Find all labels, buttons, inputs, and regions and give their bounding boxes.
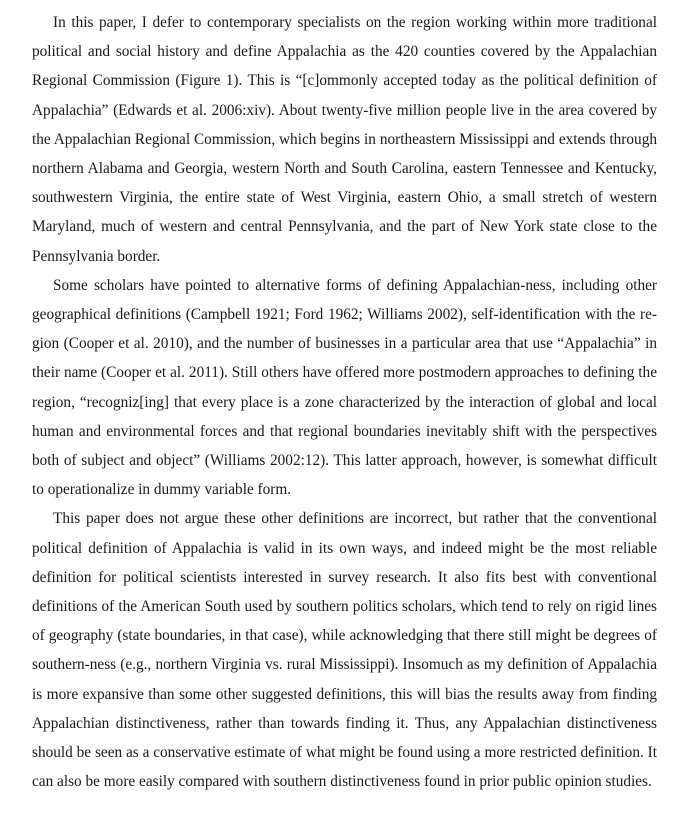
document-body [32, 8, 657, 796]
paragraph-appalachia-definition: In this paper, I defer to contemporary specialists on the region working within more traditional political and social history and define Appalachia as the 420 counties covered by the Appalachian Regional Commission (Figure 1). This is “[c]ommonly accepted today as the political definition of Appalachia” (Edwards et al. 2006:xiv). About twenty-five million people live in the area covered by the Appalachian Regional Commission, which begins in northeastern Mississippi and extends through northern Alabama and Georgia, western North and South Carolina, eastern Tennessee and Kentucky, southwestern Virginia, the entire state of West Virginia, eastern Ohio, a small stretch of western Maryland, much of western and central Pennsylvania, and the part of New York state close to the Pennsylvania border. [32, 14, 657, 265]
paragraph-conventional-definition-rationale: This paper does not argue these other definitions are incorrect, but rather that the conventional political definition of Appalachia is valid in its own ways, and indeed might be the most reliable definition for political scientists interested in survey research. It also fits best with conventional definitions of the American South used by southern politics scholars, which tend to rely on rigid lines of geography (state boundaries, in that case), while acknowledging that there still might be degrees of southern-ness (e.g., northern Virginia vs. rural Mississippi). Insomuch as my definition of Appalachia is more expansive than some other suggested definitions, this will bias the results away from finding Appalachian distinctiveness, rather than towards finding it. Thus, any Appalachian distinctiveness should be seen as a conservative estimate of what might be found using a more restricted definition. It can also be more easily compared with southern distinctiveness found in prior public opinion studies. [32, 510, 657, 791]
paragraph-alternative-definitions: Some scholars have pointed to alternative forms of defining Appalachian-ness, including other geographical definitions (Campbell 1921; Ford 1962; Williams 2002), self-identification with the region (Cooper et al. 2010), and the number of businesses in a particular area that use “Appalachia” in their name (Cooper et al. 2011). Still others have offered more postmodern approaches to defining the region, “recogniz[ing] that every place is a zone characterized by the interaction of global and local human and environmental forces and that regional boundaries inevitably shift with the perspectives both of subject and object” (Williams 2002:12). This latter approach, however, is somewhat difficult to operationalize in dummy variable form. [32, 276, 657, 499]
